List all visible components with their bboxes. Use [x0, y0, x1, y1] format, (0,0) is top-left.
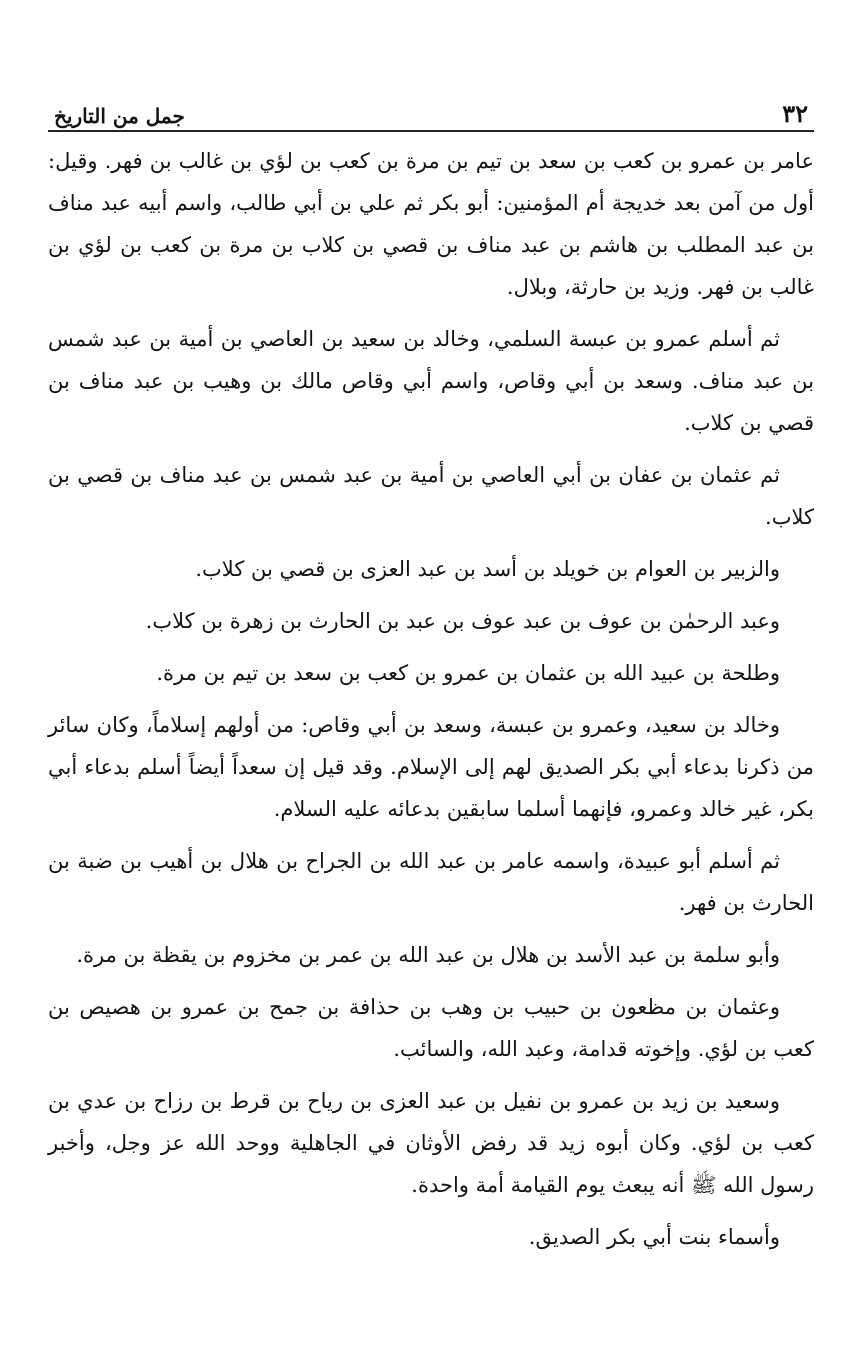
paragraph: ثم أسلم أبو عبيدة، واسمه عامر بن عبد الله بن الجراح بن هلال بن أهيب بن ضبة بن الحارث بن فهر. [48, 849, 814, 915]
paragraph: وعبد الرحمٰن بن عوف بن عبد عوف بن عبد بن الحارث بن زهرة بن كلاب. [145, 609, 780, 633]
paragraph: عامر بن عمرو بن كعب بن سعد بن تيم بن مرة بن كعب بن لؤي بن غالب بن فهر. وقيل: أول من آمن بعد خديجة أم المؤمنين: أبو بكر ثم علي بن أبي طالب، واسم أبيه عبد مناف بن عبد المطلب بن هاشم بن عبد مناف بن قصي بن كلاب بن مرة بن كعب بن لؤي بن غالب بن فهر. وزيد بن حارثة، وبلال. [48, 149, 814, 299]
running-title: جمل من التاريخ [54, 104, 185, 128]
running-header [48, 96, 814, 132]
paragraph: وطلحة بن عبيد الله بن عثمان بن عمرو بن كعب بن سعد بن تيم بن مرة. [156, 661, 780, 685]
paragraph: والزبير بن العوام بن خويلد بن أسد بن عبد العزى بن قصي بن كلاب. [195, 557, 780, 581]
paragraph: وخالد بن سعيد، وعمرو بن عبسة، وسعد بن أبي وقاص: من أولهم إسلاماً، وكان سائر من ذكرنا بدعاء أبي بكر الصديق لهم إلى الإسلام. وقد قيل إن سعداً أيضاً أسلم بدعاء أبي بكر، غير خالد وعمرو، فإنهما أسلما سابقين بدعائه عليه السلام. [48, 713, 814, 821]
paragraph: ثم أسلم عمرو بن عبسة السلمي، وخالد بن سعيد بن العاصي بن أمية بن عبد شمس بن عبد مناف. وسعد بن أبي وقاص، واسم أبي وقاص مالك بن وهيب بن عبد مناف بن قصي بن كلاب. [48, 327, 814, 435]
paragraph: وأبو سلمة بن عبد الأسد بن هلال بن عبد الله بن عمر بن مخزوم بن يقظة بن مرة. [76, 943, 780, 967]
paragraph: وسعيد بن زيد بن عمرو بن نفيل بن عبد العزى بن رياح بن قرط بن رزاح بن عدي بن كعب بن لؤي. وكان أبوه زيد قد رفض الأوثان في الجاهلية ووحد الله عز وجل، وأخبر رسول الله ﷺ أنه يبعث يوم القيامة أمة واحدة. [48, 1089, 814, 1197]
paragraph: ثم عثمان بن عفان بن أبي العاصي بن أمية بن عبد شمس بن عبد مناف بن قصي بن كلاب. [48, 463, 814, 529]
page-number: ٣٢ [782, 99, 808, 128]
body-text [48, 140, 814, 1258]
paragraph: وأسماء بنت أبي بكر الصديق. [528, 1225, 780, 1249]
paragraph: وعثمان بن مظعون بن حبيب بن وهب بن حذافة بن جمح بن عمرو بن هصيص بن كعب بن لؤي. وإخوته قدامة، وعبد الله، والسائب. [48, 995, 814, 1061]
